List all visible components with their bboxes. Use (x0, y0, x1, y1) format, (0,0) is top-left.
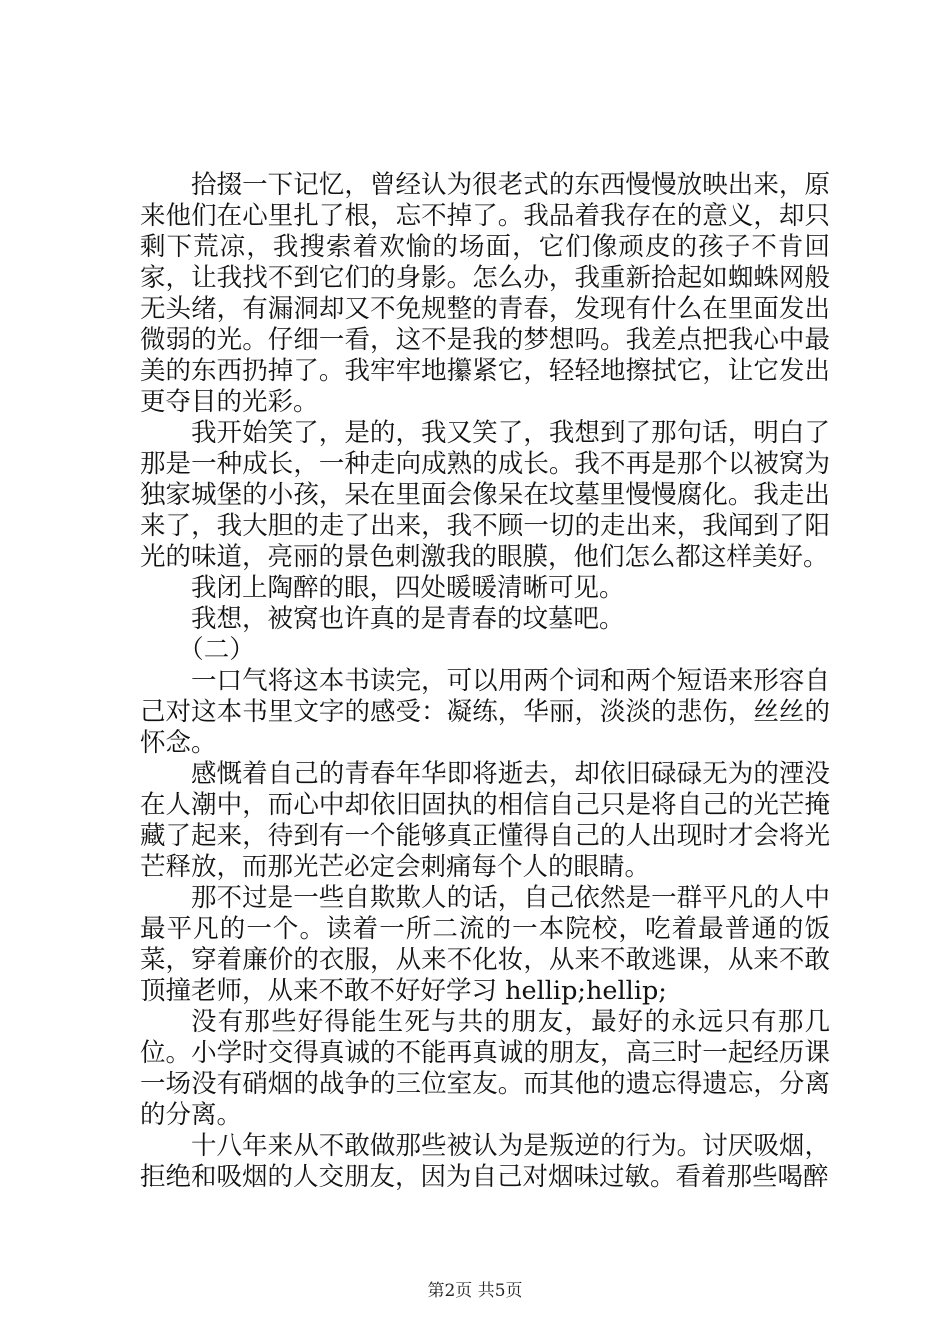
paragraph: 一口气将这本书读完，可以用两个词和两个短语来形容自己对这本书里文字的感受：凝练，华丽，淡淡的悲伤，丝丝的怀念。 (140, 666, 830, 758)
paragraph: 没有那些好得能生死与共的朋友，最好的永远只有那几位。小学时交得真诚的不能再真诚的朋友，高三时一起经历课一场没有硝烟的战争的三位室友。而其他的遗忘得遗忘，分离的分离。 (140, 1007, 830, 1130)
paragraph: 感慨着自己的青春年华即将逝去，却依旧碌碌无为的湮没在人潮中，而心中却依旧固执的相信自己只是将自己的光芒掩藏了起来，待到有一个能够真正懂得自己的人出现时才会将光芒释放，而那光芒必定会刺痛每个人的眼睛。 (140, 759, 830, 882)
paragraph: 十八年来从不敢做那些被认为是叛逆的行为。讨厌吸烟，拒绝和吸烟的人交朋友，因为自己对烟味过敏。看着那些喝醉 (140, 1131, 830, 1192)
paragraph: 我开始笑了，是的，我又笑了，我想到了那句话，明白了那是一种成长，一种走向成熟的成长。我不再是那个以被窝为独家城堡的小孩，呆在里面会像呆在坟墓里慢慢腐化。我走出来了，我大胆的走了出来，我不顾一切的走出来，我闻到了阳光的味道，亮丽的景色刺激我的眼膜，他们怎么都这样美好。 (140, 418, 830, 572)
section-heading: （二） (178, 635, 255, 665)
paragraph: 我闭上陶醉的眼，四处暖暖清晰可见。 (191, 573, 625, 603)
paragraph: 拾掇一下记忆，曾经认为很老式的东西慢慢放映出来，原来他们在心里扎了根，忘不掉了。我品着我存在的意义，却只剩下荒凉，我搜索着欢愉的场面，它们像顽皮的孩子不肯回家，让我找不到它们的身影。怎么办，我重新拾起如蜘蛛网般无头绪，有漏洞却又不免规整的青春，发现有什么在里面发出微弱的光。仔细一看，这不是我的梦想吗。我差点把我心中最美的东西扔掉了。我牢牢地攥紧它，轻轻地擦拭它，让它发出更夺目的光彩。 (140, 170, 830, 417)
body-text (140, 170, 830, 1193)
page-footer: 第2页 共5页 (427, 1281, 523, 1301)
paragraph: 我想，被窝也许真的是青春的坟墓吧。 (191, 604, 625, 634)
paragraph: 那不过是一些自欺欺人的话，自己依然是一群平凡的人中最平凡的一个。读着一所二流的一本院校，吃着最普通的饭菜，穿着廉价的衣服，从来不化妆，从来不敢逃课，从来不敢顶撞老师，从来不敢不好好学习 hellip;hellip; (140, 883, 830, 1006)
